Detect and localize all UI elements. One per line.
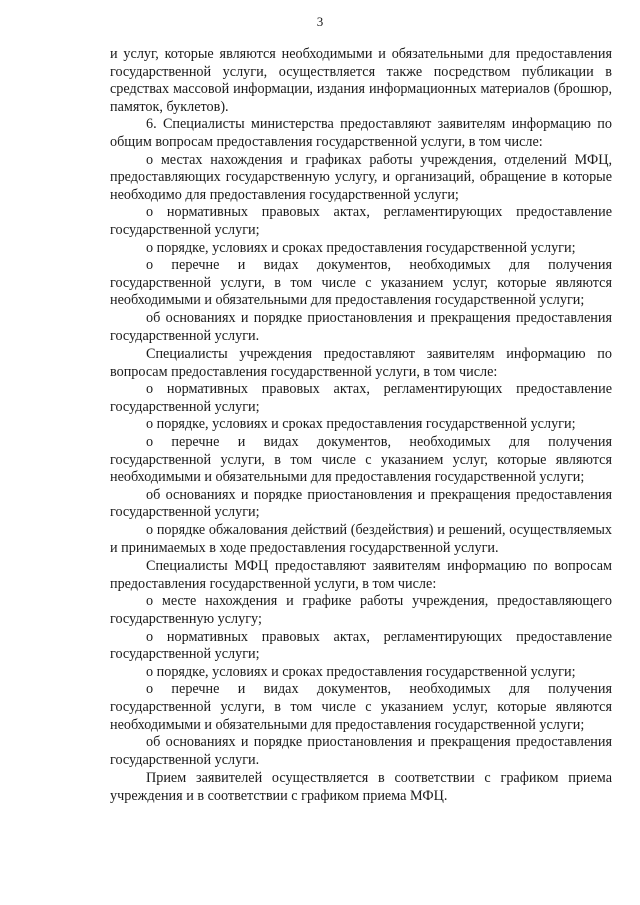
paragraph-5: о порядке, условиях и сроках предоставления государственной услуги; [146, 239, 576, 256]
paragraph-6: о перечне и видах документов, необходимых для получения государственной услуги, в том числе с указанием услуг, которые являются необходимыми и обязательными для предоставления государственной услуги; [110, 257, 612, 309]
paragraph-4: о нормативных правовых актах, регламентирующих предоставление государственной услуги; [110, 204, 612, 238]
paragraph-11: о перечне и видах документов, необходимых для получения государственной услуги, в том числе с указанием услуг, которые являются необходимыми и обязательными для предоставления государственной услуги; [110, 434, 612, 486]
paragraph-8: Специалисты учреждения предоставляют заявителям информацию по вопросам предоставления государственной услуги, в том числе: [110, 346, 612, 380]
paragraph-1: и услуг, которые являются необходимыми и обязательными для предоставления государственной услуги, осуществляется также посредством публикации в средствах массовой информации, издания информационных материалов (брошюр, памяток, буклетов). [110, 46, 612, 115]
paragraph-12: об основаниях и порядке приостановления и прекращения предоставления государственной услуги; [110, 486, 612, 521]
paragraph-15: о месте нахождения и графике работы учреждения, предоставляющего государственную услугу; [110, 593, 612, 627]
paragraph-9: о нормативных правовых актах, регламентирующих предоставление государственной услуги; [110, 381, 612, 415]
paragraph-17: о порядке, условиях и сроках предоставления государственной услуги; [146, 663, 576, 680]
paragraph-14: Специалисты МФЦ предоставляют заявителям информацию по вопросам предоставления государственной услуги, в том числе: [110, 558, 612, 592]
document-body [110, 46, 612, 806]
paragraph-7: об основаниях и порядке приостановления и прекращения предоставления государственной услуги. [110, 309, 612, 344]
paragraph-16: о нормативных правовых актах, регламентирующих предоставление государственной услуги; [110, 628, 612, 663]
paragraph-2: 6. Специалисты министерства предоставляют заявителям информацию по общим вопросам предоставления государственной услуги, в том числе: [110, 116, 612, 150]
paragraph-13: о порядке обжалования действий (бездействия) и решений, осуществляемых и принимаемых в ходе предоставления государственной услуги. [110, 522, 612, 556]
paragraph-3: о местах нахождения и графиках работы учреждения, отделений МФЦ, предоставляющих государственную услугу, и организаций, обращение в которые необходимо для предоставления государственной услуги; [110, 151, 612, 203]
page-number: 3 [316, 14, 324, 29]
paragraph-19: об основаниях и порядке приостановления и прекращения предоставления государственной услуги. [110, 734, 612, 768]
paragraph-18: о перечне и видах документов, необходимых для получения государственной услуги, в том числе с указанием услуг, которые являются необходимыми и обязательными для предоставления государственной услуги; [110, 681, 612, 733]
paragraph-10: о порядке, условиях и сроках предоставления государственной услуги; [146, 416, 576, 433]
paragraph-20: Прием заявителей осуществляется в соответствии с графиком приема учреждения и в соответствии с графиком приема МФЦ. [110, 770, 612, 804]
